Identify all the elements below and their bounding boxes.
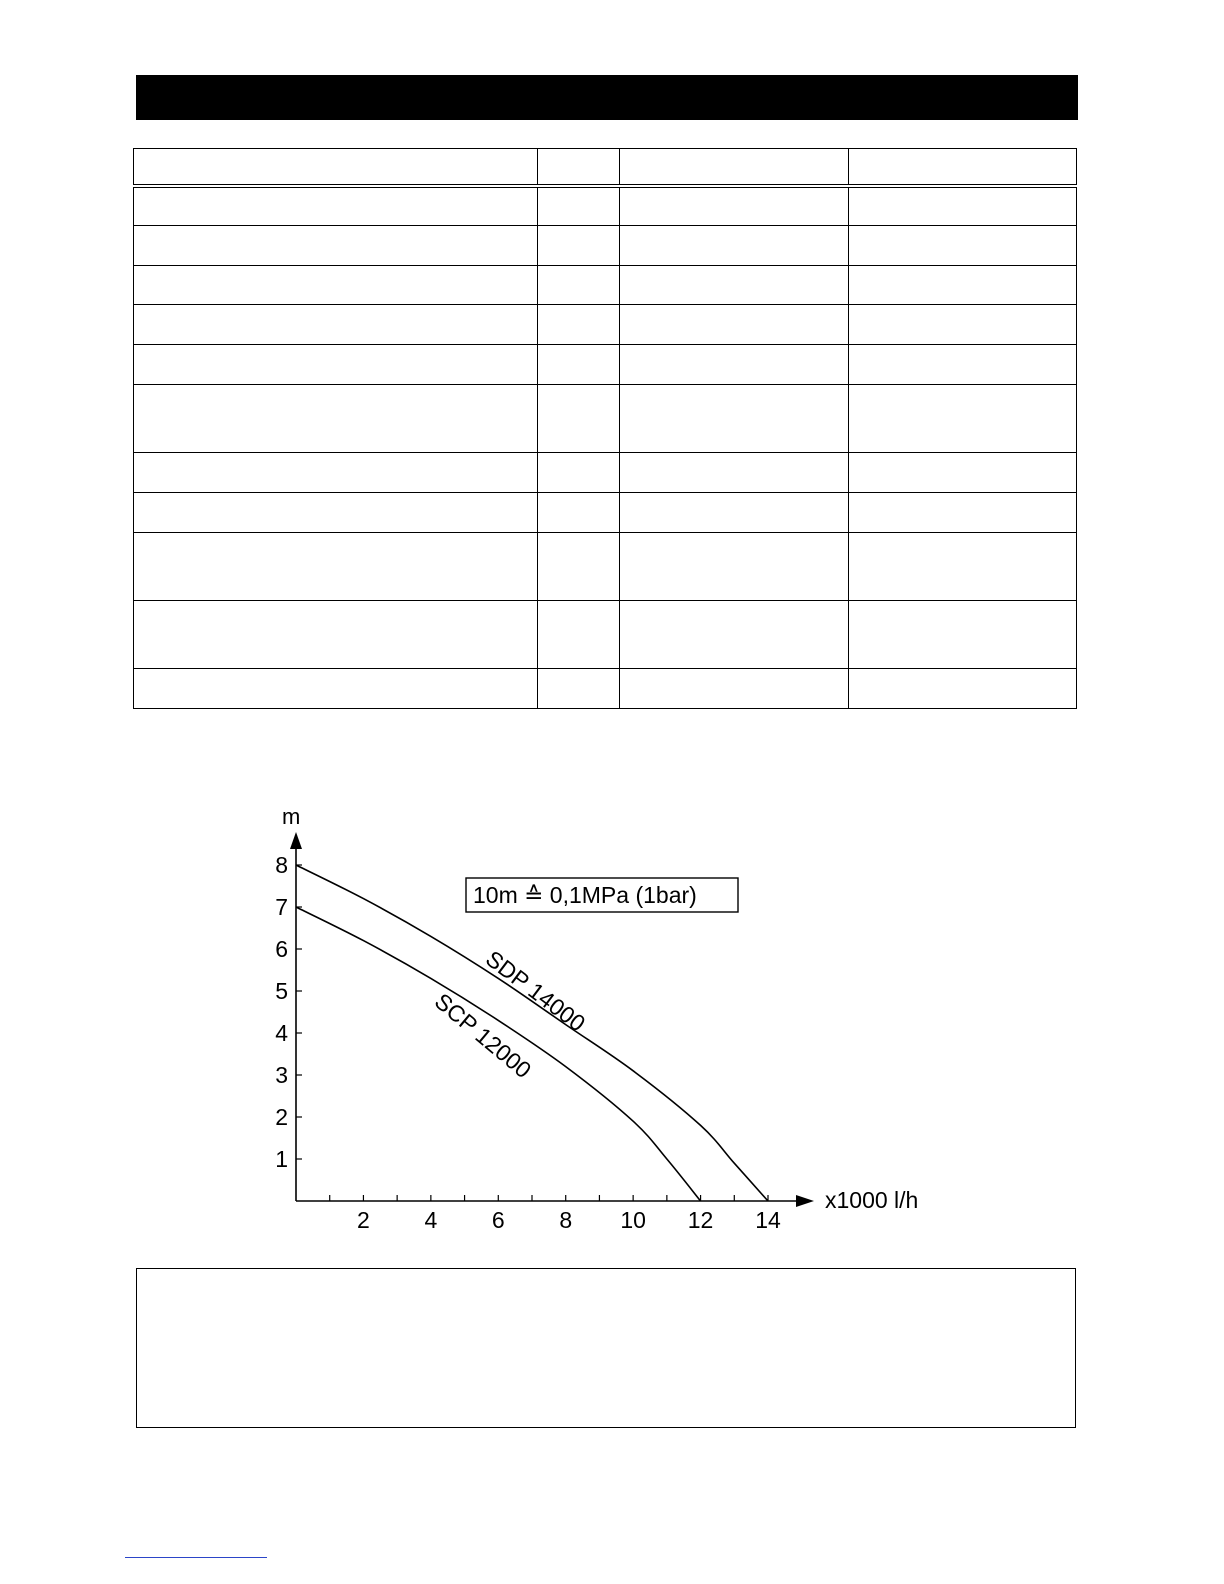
table-cell (849, 305, 1077, 345)
y-tick-label: 4 (275, 1020, 288, 1046)
table-cell (849, 533, 1077, 601)
header-bar (136, 75, 1078, 120)
table-row (134, 345, 1077, 385)
y-tick-label: 1 (275, 1146, 288, 1172)
table-cell (849, 226, 1077, 266)
y-tick-label: 2 (275, 1104, 288, 1130)
table-cell (849, 385, 1077, 453)
table-cell (849, 345, 1077, 385)
table-cell (620, 186, 849, 226)
table-cell (620, 345, 849, 385)
table-row (134, 305, 1077, 345)
table-cell (538, 533, 620, 601)
x-tick-label: 10 (620, 1207, 646, 1233)
y-tick-label: 8 (275, 852, 288, 878)
table-cell (849, 669, 1077, 709)
table-cell (849, 149, 1077, 186)
table-row (134, 601, 1077, 669)
x-tick-label: 4 (424, 1207, 438, 1233)
table-cell (538, 186, 620, 226)
table-cell (849, 186, 1077, 226)
table-cell (134, 453, 538, 493)
table-cell (538, 226, 620, 266)
table-row (134, 493, 1077, 533)
table-cell (538, 493, 620, 533)
table-cell (134, 601, 538, 669)
series-label-scp: SCP 12000 (429, 987, 537, 1084)
series-label-sdp: SDP 14000 (480, 945, 591, 1037)
table-cell (538, 601, 620, 669)
x-tick-label: 2 (357, 1207, 370, 1233)
table-row (134, 453, 1077, 493)
table-cell (134, 186, 538, 226)
table-cell (134, 149, 538, 186)
table-header-row (134, 149, 1077, 186)
table-cell (134, 266, 538, 305)
table-cell (134, 669, 538, 709)
x-axis-arrow (796, 1195, 814, 1207)
table-cell (620, 453, 849, 493)
table-cell (134, 345, 538, 385)
spec-table (133, 148, 1077, 709)
table-cell (620, 601, 849, 669)
table-row (134, 186, 1077, 226)
footer-link-underline (125, 1557, 267, 1558)
table-cell (134, 533, 538, 601)
table-row (134, 226, 1077, 266)
x-tick-label: 8 (559, 1207, 573, 1233)
annotation-box (466, 878, 738, 912)
table-cell (134, 226, 538, 266)
table-cell (538, 266, 620, 305)
table-row (134, 669, 1077, 709)
y-axis-arrow (290, 832, 302, 849)
x-tick-label: 12 (687, 1207, 714, 1233)
table-cell (620, 226, 849, 266)
x-tick-label: 14 (755, 1207, 781, 1233)
table-cell (849, 453, 1077, 493)
y-tick-label: 6 (275, 936, 288, 962)
table-cell (538, 385, 620, 453)
table-cell (134, 493, 538, 533)
table-cell (620, 305, 849, 345)
series-line-0 (296, 865, 768, 1201)
y-tick-label: 5 (275, 978, 288, 1004)
table-row (134, 385, 1077, 453)
y-tick-label: 7 (275, 894, 288, 920)
table-cell (620, 493, 849, 533)
x-tick-label: 6 (491, 1207, 505, 1233)
table-cell (620, 385, 849, 453)
annotation-text: 10m ≙ 0,1MPa (1bar) (473, 882, 697, 908)
table-cell (538, 305, 620, 345)
table-cell (134, 305, 538, 345)
y-tick-label: 3 (275, 1062, 288, 1088)
x-axis-label: x1000 l/h (825, 1187, 919, 1213)
table-cell (620, 266, 849, 305)
table-cell (538, 345, 620, 385)
table-cell (538, 669, 620, 709)
table-cell (849, 266, 1077, 305)
table-row (134, 533, 1077, 601)
table-cell (134, 385, 538, 453)
note-box (136, 1268, 1076, 1428)
table-cell (620, 533, 849, 601)
y-axis-label: m (282, 804, 301, 829)
table-cell (538, 453, 620, 493)
table-cell (620, 669, 849, 709)
table-cell (620, 149, 849, 186)
table-cell (849, 493, 1077, 533)
table-row (134, 266, 1077, 305)
series-line-1 (296, 907, 701, 1201)
table-cell (849, 601, 1077, 669)
table-cell (538, 149, 620, 186)
